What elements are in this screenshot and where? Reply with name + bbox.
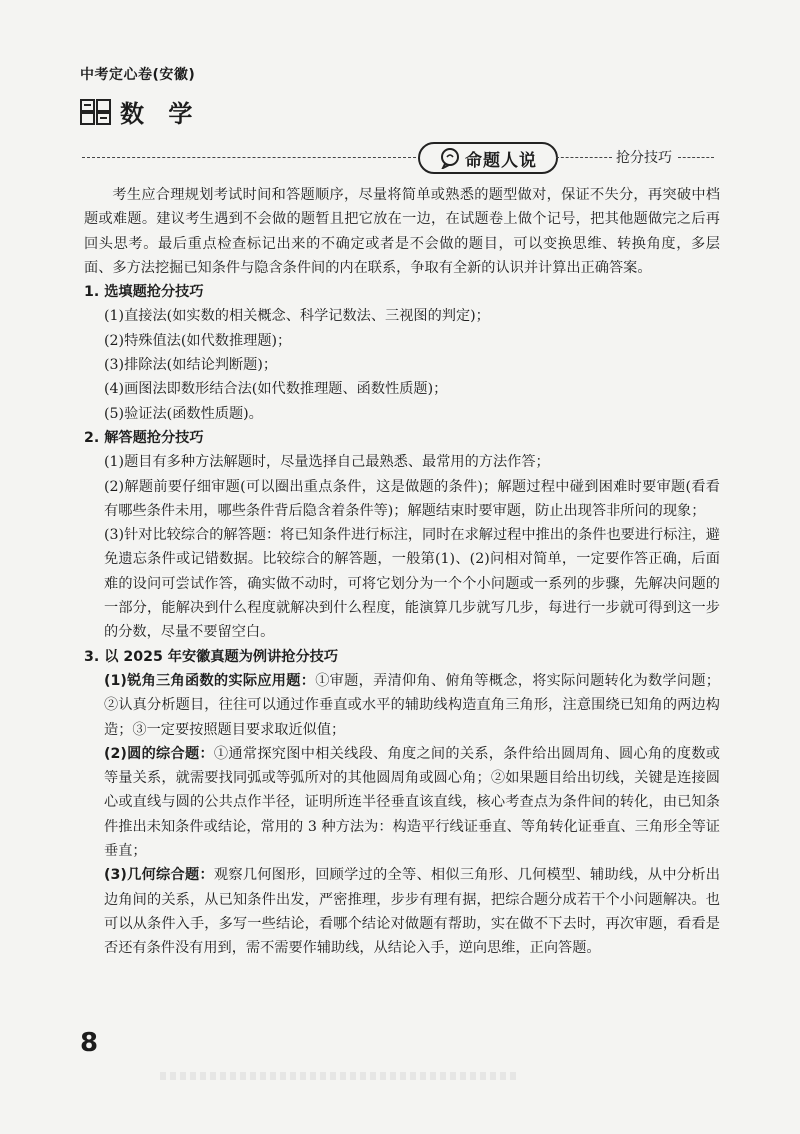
list-item: [84, 450, 720, 474]
list-item: [84, 329, 720, 353]
list-item: [84, 863, 720, 960]
list-item-text: ①通常探究图中相关线段、角度之间的关系，条件给出圆周角、圆心角的度数或等量关系，就需要找同弧或等弧所对的其他圆周角或圆心角；②如果题目给出切线，关键是连接圆心或直线与圆的公共点作半径，证明所连半径垂直该直线，核心考查点为条件间的转化，由已知条件推出未知条件或结论，常用的 3 种方法为：构造平行线证垂直、等角转化证垂直、三角形全等证垂直；: [104, 745, 720, 860]
section-heading: 2. 解答题抢分技巧: [84, 429, 204, 446]
banner-left-rule: [82, 157, 416, 158]
page-number: 8: [80, 1028, 99, 1058]
list-item-text: ①审题，弄清仰角、俯角等概念，将实际问题转化为数学问题；②认真分析题目，往往可以通过作垂直或水平的辅助线构造直角三角形，注意围绕已知角的两边构造；③一定要按照题目要求取近似值；: [104, 672, 720, 738]
list-item-lead: (3)几何综合题：: [104, 867, 214, 884]
subject-logo-icon: [80, 97, 112, 127]
list-item: [84, 669, 720, 742]
banner-title-badge: [418, 142, 558, 174]
list-item: [84, 402, 720, 426]
section-2: [84, 426, 720, 645]
section-3: [84, 645, 720, 961]
list-item-text: (2)解题前要仔细审题(可以圈出重点条件，这是做题的条件)；解题过程中碰到困难时要审题(看看有哪些条件未用，哪些条件背后隐含着条件等)；解题结束时要审题，防止出现答非所问的现象；: [104, 478, 720, 519]
list-item-lead: (2)圆的综合题：: [104, 745, 214, 762]
main-content: [84, 183, 720, 961]
list-item-text: (2)特殊值法(如代数推理题)；: [104, 332, 292, 349]
subject-header: [80, 94, 200, 129]
scan-artifact: [160, 1072, 520, 1080]
list-item: [84, 742, 720, 863]
list-item-text: (3)针对比较综合的解答题：将已知条件进行标注，同时在求解过程中推出的条件也要进行标注，避免遗忘条件或记错数据。比较综合的解答题，一般第(1)、(2)问相对简单，一定要作答正确，后面难的设问可尝试作答，确实做不动时，可将它划分为一个个小问题或一系列的步骤，先解决问题的一部分，能解决到什么程度就解决到什么程度，能演算几步就写几步，每进行一步就可得到这一步的分数，尽量不要留空白。: [104, 527, 720, 641]
intro-paragraph: 考生应合理规划考试时间和答题顺序，尽量将简单或熟悉的题型做对，保证不失分，再突破中档题或难题。建议考生遇到不会做的题暂且把它放在一边，在试题卷上做个记号，把其他题做完之后再回头思考。最后重点检查标记出来的不确定或者是不会做的题目，可以变换思维、转换角度，多层面、多方法挖掘已知条件与隐含条件间的内在联系，争取有全新的认识并计算出正确答案。: [84, 187, 720, 276]
list-item: [84, 523, 720, 644]
list-item-text: (3)排除法(如结论判断题)；: [104, 357, 278, 374]
banner-right-label: 抢分技巧: [616, 150, 672, 166]
chat-bubble-icon: [439, 147, 461, 169]
list-item: [84, 475, 720, 524]
list-item-text: (4)画图法即数形结合法(如代数推理题、函数性质题)；: [104, 381, 448, 398]
banner-middle-rule: [556, 157, 612, 158]
banner-right-rule: [678, 157, 714, 158]
section-heading: 3. 以 2025 年安徽真题为例讲抢分技巧: [84, 648, 339, 665]
list-item-text: 观察几何图形，回顾学过的全等、相似三角形、几何模型、辅助线，从中分析出边角间的关系，从已知条件出发，严密推理，步步有理有据，把综合题分成若干个小问题解决。也可以从条件入手，多写一些结论，看哪个结论对做题有帮助，实在做不下去时，再次审题，看看是否还有条件没有用到，需不需要作辅助线，从结论入手，逆向思维，正向答题。: [104, 867, 720, 957]
subject-title: 数 学: [120, 100, 201, 128]
list-item-text: (1)题目有多种方法解题时，尽量选择自己最熟悉、最常用的方法作答；: [104, 454, 550, 471]
banner-title: 命题人说: [465, 150, 537, 171]
list-item-text: (5)验证法(函数性质题)。: [104, 405, 263, 422]
list-item: [84, 304, 720, 328]
section-heading: 1. 选填题抢分技巧: [84, 284, 204, 301]
series-title: 中考定心卷(安徽): [80, 67, 196, 83]
list-item: [84, 377, 720, 401]
section-1: [84, 280, 720, 426]
list-item-text: (1)直接法(如实数的相关概念、科学记数法、三视图的判定)；: [104, 308, 490, 325]
list-item-lead: (1)锐角三角函数的实际应用题：: [104, 672, 316, 689]
list-item: [84, 353, 720, 377]
section-banner: [82, 140, 714, 174]
